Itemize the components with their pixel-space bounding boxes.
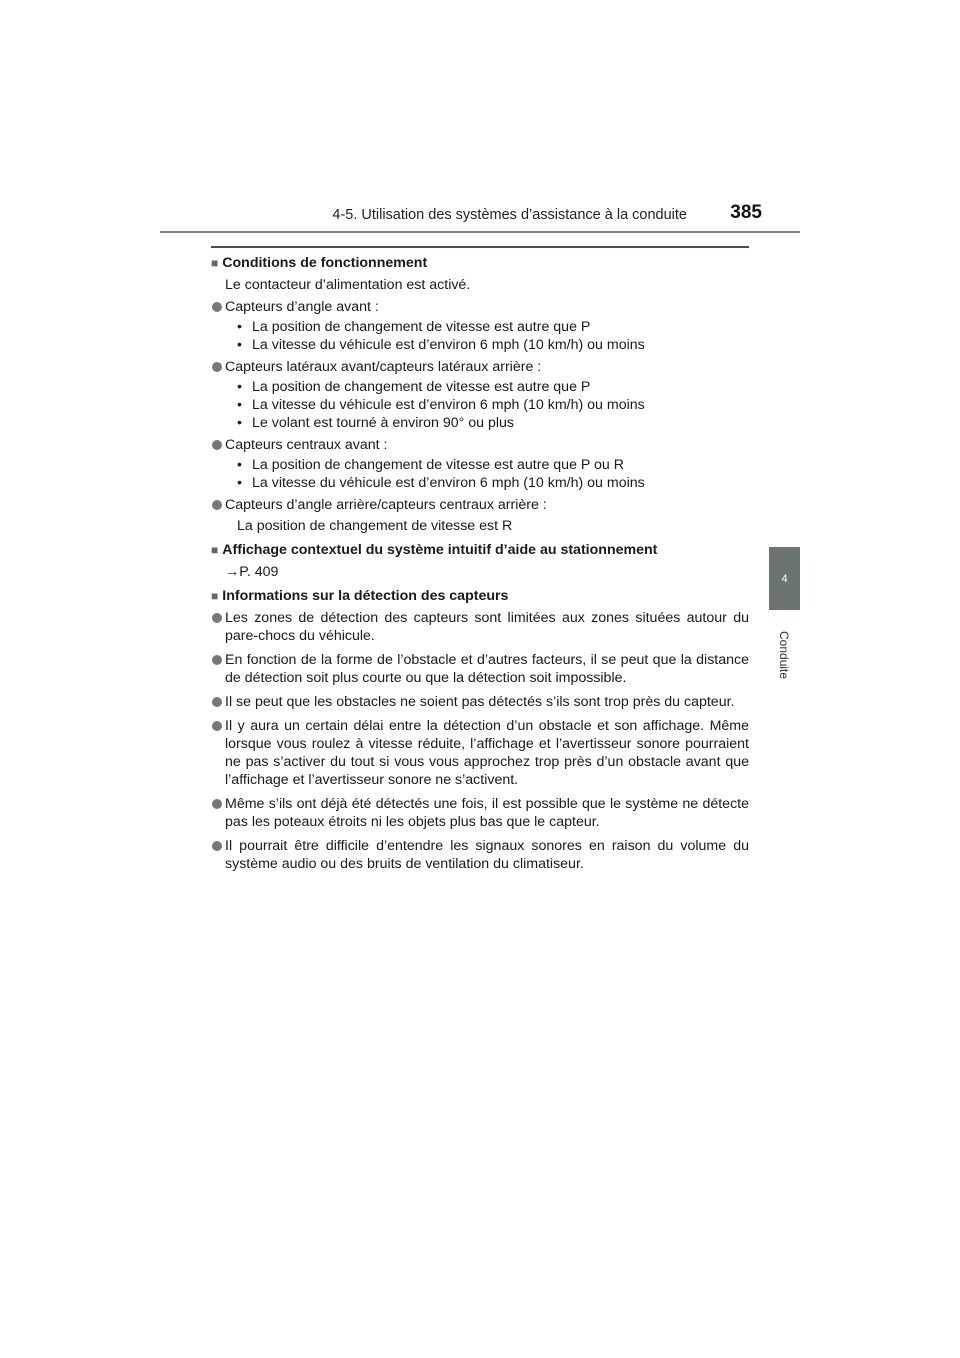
section-heading [211,254,749,272]
bullet-item [211,651,749,687]
arrow-icon: → [225,564,240,580]
bullet-item [211,693,749,711]
bullet-item [211,837,749,873]
square-bullet-icon: ■ [211,256,219,270]
square-bullet-icon: ■ [211,543,219,557]
chapter-tab[interactable] [769,547,800,610]
sub-item [237,474,749,492]
round-bullet-icon [212,613,222,623]
sub-item-text: La vitesse du véhicule est d’environ 6 mph (10 km/h) ou moins [252,337,645,353]
bullet-text: Capteurs latéraux avant/capteurs latéraux arrière : [225,359,542,375]
round-bullet-icon [212,721,222,731]
round-bullet-icon [212,302,222,312]
sub-item-text: La vitesse du véhicule est d’environ 6 mph (10 km/h) ou moins [252,475,645,491]
bullet-item [211,298,749,316]
dot-marker-icon: • [237,379,242,395]
round-bullet-icon [212,440,222,450]
square-bullet-icon: ■ [211,589,219,603]
sub-item-text: La position de changement de vitesse est autre que P [252,379,591,395]
sub-item [237,318,749,336]
paragraph: Le contacteur d’alimentation est activé. [225,277,471,293]
bullet-text: Il se peut que les obstacles ne soient pas détectés s’ils sont trop près du capteur. [225,694,735,710]
chapter-number: 4 [781,572,788,585]
sub-item [237,336,749,354]
sub-item-text: La position de changement de vitesse est autre que P [252,319,591,335]
bullet-item [211,717,749,789]
sub-list [237,378,749,432]
bullet-text: Même s’ils ont déjà été détectés une fois, il est possible que le système ne détecte pas les poteaux étroits ni les objets plus bas que le capteur. [225,796,749,830]
round-bullet-icon [212,500,222,510]
sub-paragraph: La position de changement de vitesse est R [237,518,513,534]
dot-marker-icon: • [237,415,242,431]
bullet-text: Les zones de détection des capteurs sont limitées aux zones situées autour du pare-chocs du véhicule. [225,610,749,644]
sub-list [237,456,749,492]
sub-item [237,378,749,396]
bullet-text: Il y aura un certain délai entre la détection d’un obstacle et son affichage. Même lorsque vous roulez à vitesse réduite, l’affichage et l’avertisseur sonore pourraient ne pas s’activer du tout si vous vous approchez trop près d’un obstacle avant que l’affichage et l’avertisseur sonore ne s’activent. [225,718,749,788]
bullet-item [211,795,749,831]
section-heading-text: Affichage contextuel du système intuitif d’aide au stationnement [222,542,658,558]
sub-item [237,456,749,474]
section-heading-text: Conditions de fonctionnement [222,255,428,271]
bullet-item [211,496,749,514]
sub-item-text: La vitesse du véhicule est d’environ 6 mph (10 km/h) ou moins [252,397,645,413]
dot-marker-icon: • [237,457,242,473]
dot-marker-icon: • [237,319,242,335]
bullet-text: Capteurs d’angle arrière/capteurs centraux arrière : [225,497,547,513]
section-heading [211,587,749,605]
round-bullet-icon [212,841,222,851]
section-heading [211,541,749,559]
dot-marker-icon: • [237,337,242,353]
bullet-text: Il pourrait être difficile d’entendre les signaux sonores en raison du volume du système audio ou des bruits de ventilation du climatiseur. [225,838,749,872]
sub-item-text: Le volant est tourné à environ 90° ou plus [252,415,515,431]
round-bullet-icon [212,362,222,372]
sub-item [237,414,749,432]
round-bullet-icon [212,697,222,707]
header-title: 4-5. Utilisation des systèmes d’assistance à la conduite [332,207,687,223]
section-rule [211,246,749,248]
bullet-text: Capteurs centraux avant : [225,437,388,453]
page-number: 385 [730,202,762,223]
round-bullet-icon [212,655,222,665]
sub-item [237,396,749,414]
sub-list [237,318,749,354]
bullet-item [211,609,749,645]
dot-marker-icon: • [237,397,242,413]
page-content [211,254,749,873]
page-reference-text: P. 409 [239,564,279,580]
dot-marker-icon: • [237,475,242,491]
bullet-item [211,358,749,376]
header-rule [160,231,800,233]
section-heading-text: Informations sur la détection des capteurs [222,588,509,604]
page-reference[interactable] [225,563,749,581]
chapter-label: Conduite [777,631,791,680]
bullet-text: Capteurs d’angle avant : [225,299,379,315]
bullet-item [211,436,749,454]
round-bullet-icon [212,799,222,809]
sub-item-text: La position de changement de vitesse est autre que P ou R [252,457,625,473]
bullet-text: En fonction de la forme de l’obstacle et d’autres facteurs, il se peut que la distance de détection soit plus courte ou que la détection soit impossible. [225,652,749,686]
